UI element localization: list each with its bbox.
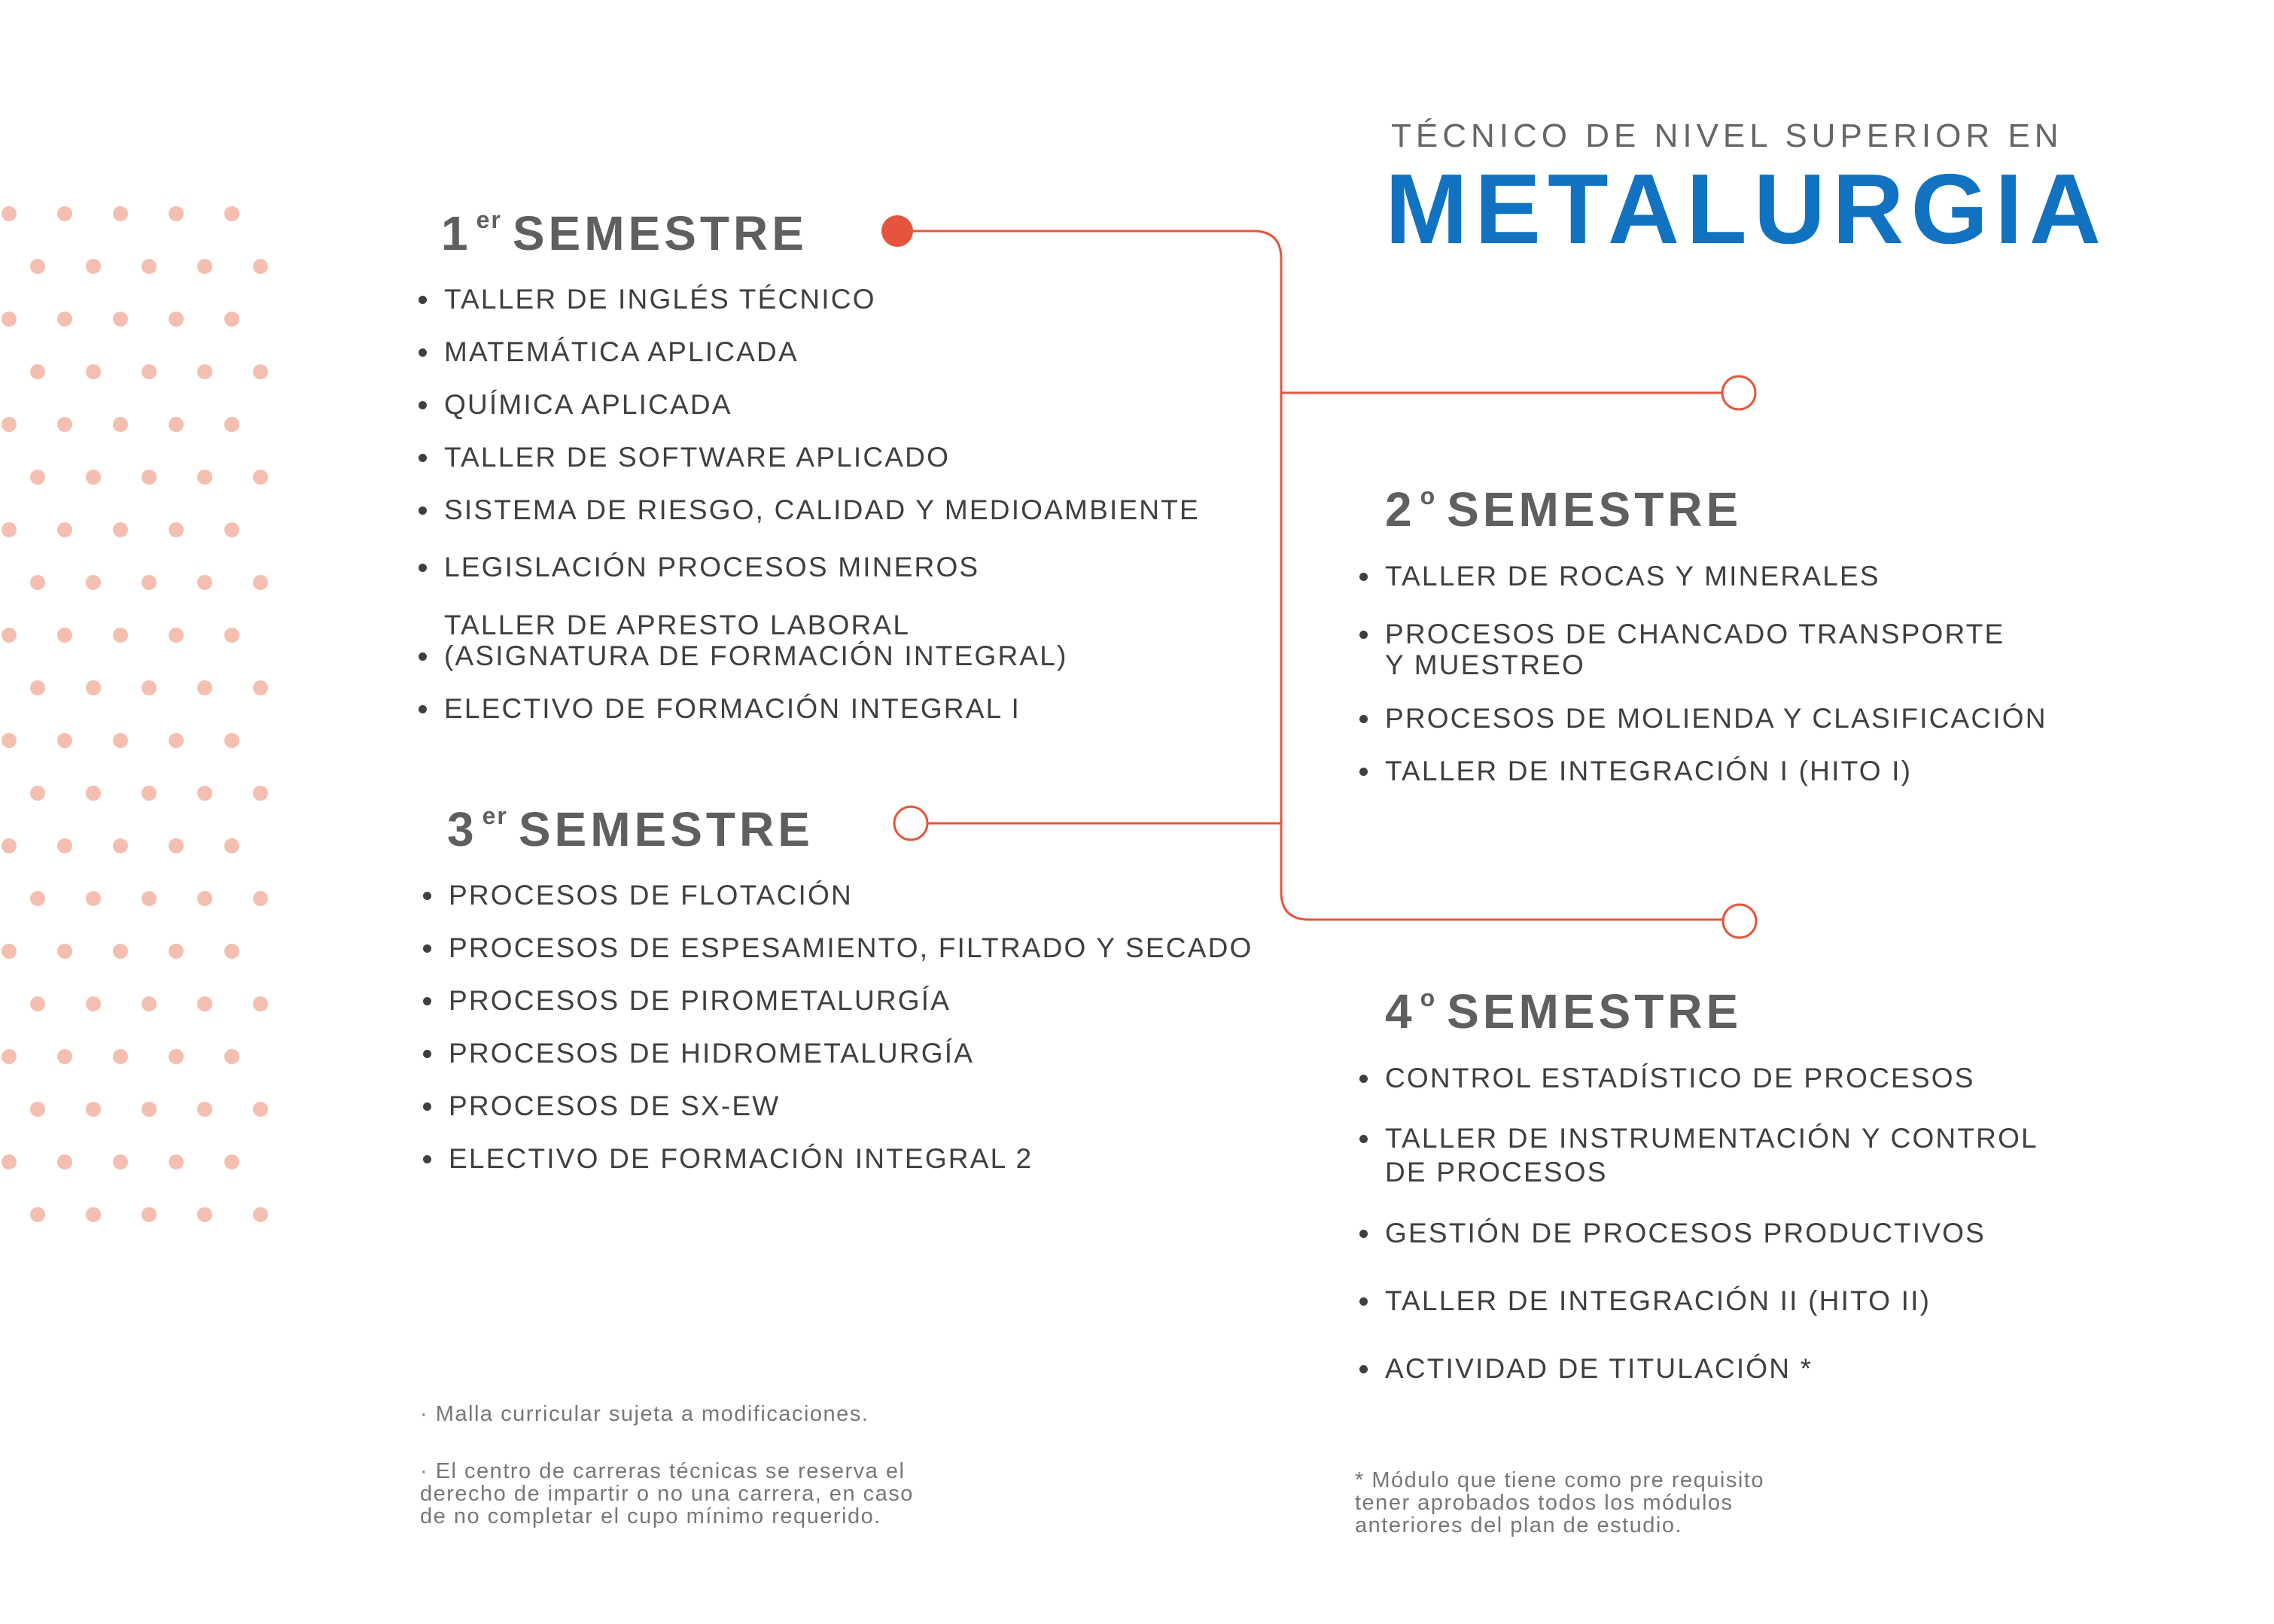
semester-word: SEMESTRE xyxy=(1447,482,1743,537)
bullet xyxy=(1359,1075,1368,1083)
bullet xyxy=(423,1155,431,1163)
bullet xyxy=(419,401,427,409)
semester-word: SEMESTRE xyxy=(512,206,808,260)
note-asterisk-line: * Módulo que tiene como pre requisito xyxy=(1355,1468,1764,1492)
course-item: SISTEMA DE RIESGO, CALIDAD Y MEDIOAMBIENTE xyxy=(444,494,1200,526)
course-item: PROCESOS DE SX-EW xyxy=(449,1090,780,1122)
course-item: TALLER DE SOFTWARE APLICADO xyxy=(444,442,950,473)
course-item: ELECTIVO DE FORMACIÓN INTEGRAL 2 xyxy=(449,1143,1033,1175)
course-item: PROCESOS DE CHANCADO TRANSPORTE xyxy=(1385,619,2005,650)
course-item: CONTROL ESTADÍSTICO DE PROCESOS xyxy=(1385,1063,1975,1094)
semester-word: SEMESTRE xyxy=(1447,984,1743,1039)
course-item: QUÍMICA APLICADA xyxy=(444,389,732,421)
course-item: MATEMÁTICA APLICADA xyxy=(444,336,799,368)
bullet xyxy=(1359,1297,1368,1306)
semester-number: 3 xyxy=(447,802,478,856)
course-item: TALLER DE ROCAS Y MINERALES xyxy=(1385,561,1880,592)
course-item: TALLER DE INSTRUMENTACIÓN Y CONTROL xyxy=(1385,1123,2038,1154)
course-item: GESTIÓN DE PROCESOS PRODUCTIVOS xyxy=(1385,1218,1986,1249)
course-item: PROCESOS DE ESPESAMIENTO, FILTRADO Y SECADO xyxy=(449,932,1253,964)
bullet xyxy=(419,705,427,713)
bullet xyxy=(419,564,427,572)
semester-number: 4 xyxy=(1385,984,1416,1039)
note-disclaimer-line: de no completar el cupo mínimo requerido. xyxy=(420,1504,881,1528)
semester-4-title xyxy=(1385,984,1743,1039)
bullet xyxy=(423,892,431,900)
semester-1-title xyxy=(441,206,808,260)
bullet xyxy=(1359,1365,1368,1373)
course-item: (ASIGNATURA DE FORMACIÓN INTEGRAL) xyxy=(444,640,1068,672)
course-item: ACTIVIDAD DE TITULACIÓN * xyxy=(1385,1353,1813,1385)
node-s3 xyxy=(894,807,927,840)
node-s1 xyxy=(881,215,913,247)
course-item: Y MUESTREO xyxy=(1385,649,1585,680)
course-item: LEGISLACIÓN PROCESOS MINEROS xyxy=(444,552,979,583)
bullet xyxy=(1359,1135,1368,1143)
semester-number: 2 xyxy=(1385,482,1416,537)
semester-3-title xyxy=(447,802,814,856)
course-item: TALLER DE INGLÉS TÉCNICO xyxy=(444,284,876,315)
program-subtitle: TÉCNICO DE NIVEL SUPERIOR EN xyxy=(1391,117,2063,154)
note-disclaimer-line: derecho de impartir o no una carrera, en caso xyxy=(420,1482,914,1506)
semester-ordinal: er xyxy=(482,802,508,829)
node-s2 xyxy=(1722,376,1755,409)
bullet xyxy=(423,997,431,1005)
semester-word: SEMESTRE xyxy=(518,802,814,856)
course-item: PROCESOS DE HIDROMETALURGÍA xyxy=(449,1038,974,1069)
note-asterisk-line: anteriores del plan de estudio. xyxy=(1355,1513,1683,1537)
note-curriculum: · Malla curricular sujeta a modificaciones. xyxy=(420,1402,869,1426)
note-asterisk-line: tener aprobados todos los módulos xyxy=(1355,1491,1734,1515)
semester-number: 1 xyxy=(441,206,472,260)
semester-ordinal: er xyxy=(476,206,502,233)
bullet xyxy=(419,506,427,515)
bullet xyxy=(419,296,427,304)
course-item: ELECTIVO DE FORMACIÓN INTEGRAL I xyxy=(444,693,1021,725)
program-title: METALURGIA xyxy=(1385,154,2108,264)
bullet xyxy=(1359,1230,1368,1238)
bullet xyxy=(1359,768,1368,776)
bullet xyxy=(423,944,431,953)
node-s4 xyxy=(1723,905,1756,938)
note-disclaimer-line: · El centro de carreras técnicas se reserva el xyxy=(420,1459,906,1483)
course-item: TALLER DE INTEGRACIÓN I (HITO I) xyxy=(1385,756,1912,787)
course-item: PROCESOS DE FLOTACIÓN xyxy=(449,880,853,911)
bullet xyxy=(419,454,427,462)
bullet xyxy=(1359,573,1368,581)
course-item: TALLER DE INTEGRACIÓN II (HITO II) xyxy=(1385,1285,1931,1317)
semester-ordinal: o xyxy=(1420,482,1437,509)
course-item: DE PROCESOS xyxy=(1385,1157,1608,1188)
bullet xyxy=(1359,715,1368,723)
bullet xyxy=(423,1050,431,1058)
bullet xyxy=(1359,631,1368,639)
semester-ordinal: o xyxy=(1420,984,1437,1011)
semester-2-title xyxy=(1385,482,1743,537)
course-item: PROCESOS DE MOLIENDA Y CLASIFICACIÓN xyxy=(1385,703,2047,734)
bullet xyxy=(419,348,427,357)
course-item: TALLER DE APRESTO LABORAL xyxy=(444,610,911,640)
course-item: PROCESOS DE PIROMETALURGÍA xyxy=(449,985,951,1017)
bullet xyxy=(419,652,427,661)
bullet xyxy=(423,1102,431,1111)
